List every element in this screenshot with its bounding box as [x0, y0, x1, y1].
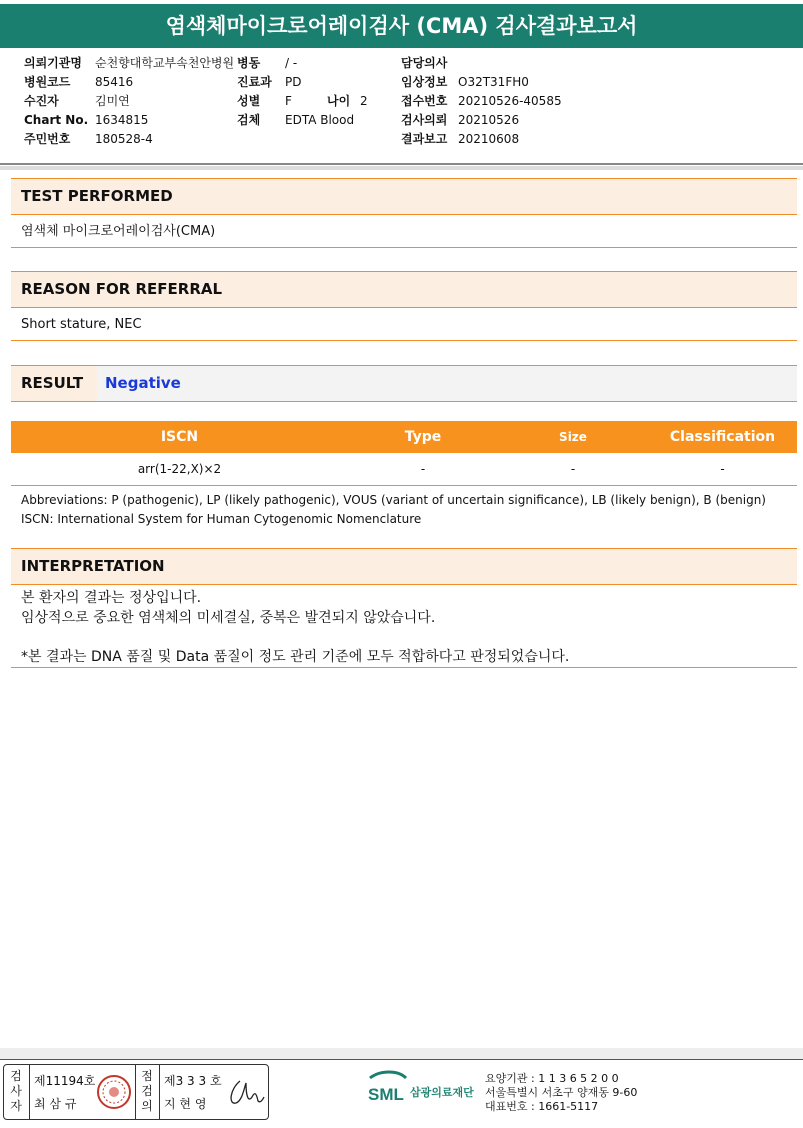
inspector-name: 최 삼 규 — [34, 1097, 77, 1111]
signature-icon — [226, 1075, 266, 1111]
abbreviation-line: Abbreviations: P (pathogenic), LP (likely pathogenic), VOUS (variant of uncertain significance), LB (likely benign), B (benign) — [21, 493, 766, 507]
address-line: 서울특별시 서초구 양재동 9-60 — [485, 1086, 638, 1099]
report-title: 염색체마이크로어레이검사 (CMA) 검사결과보고서 — [0, 4, 803, 48]
reason-heading: REASON FOR REFERRAL — [11, 271, 797, 308]
header-size: Size — [498, 421, 648, 453]
info-value: 20210526 — [458, 113, 520, 127]
cell-size: - — [498, 453, 648, 485]
info-label: 주민번호 — [24, 132, 71, 146]
age-label: 나이 — [327, 94, 351, 108]
reviewer-label: 점검의 — [141, 1069, 153, 1113]
organization-address — [485, 1072, 637, 1114]
info-row — [24, 54, 234, 73]
info-row — [24, 92, 234, 111]
info-value: / - — [285, 56, 298, 70]
info-row — [401, 54, 562, 73]
info-column-patient — [24, 54, 234, 149]
header-type: Type — [348, 421, 498, 453]
info-value: 85416 — [95, 75, 134, 89]
info-label: 검사의뢰 — [401, 113, 448, 127]
info-value: EDTA Blood — [285, 113, 355, 127]
interpretation-bottom-line — [11, 667, 797, 668]
info-label: 병동 — [237, 56, 261, 70]
sign-divider — [159, 1065, 160, 1119]
inspector-label: 검사자 — [10, 1069, 22, 1113]
interpretation-text — [21, 588, 569, 667]
info-label: 담당의사 — [401, 56, 448, 70]
info-label: 수진자 — [24, 94, 59, 108]
cell-type: - — [348, 453, 498, 485]
info-value: 180528-4 — [95, 132, 153, 146]
footer-divider — [0, 1059, 803, 1060]
test-performed-heading: TEST PERFORMED — [11, 178, 797, 215]
inspector-number: 제11194호 — [34, 1074, 96, 1088]
header-divider — [0, 163, 803, 165]
age-value: 2 — [360, 94, 368, 108]
info-value: 순천향대학교부속천안병원 — [95, 56, 235, 70]
info-value: 20210608 — [458, 132, 520, 146]
info-label: 검체 — [237, 113, 261, 127]
info-label: 의뢰기관명 — [24, 56, 82, 70]
info-row — [401, 130, 562, 149]
address-line: 요양기관 : 1 1 3 6 5 2 0 0 — [485, 1072, 619, 1085]
result-table — [11, 421, 797, 486]
info-value: PD — [285, 75, 302, 89]
info-label: 임상정보 — [401, 75, 448, 89]
reviewer-number: 제3 3 3 호 — [164, 1074, 222, 1088]
interpretation-note: *본 결과는 DNA 품질 및 Data 품질이 정도 관리 기준에 모두 적합하다고 판정되었습니다. — [21, 649, 570, 665]
reason-text: Short stature, NEC — [11, 308, 797, 341]
info-row — [24, 111, 234, 130]
interpretation-line: 본 환자의 결과는 정상입니다. — [21, 590, 202, 606]
info-label: 병원코드 — [24, 75, 71, 89]
interpretation-line: 임상적으로 중요한 염색체의 미세결실, 중복은 발견되지 않았습니다. — [21, 610, 436, 626]
organization-name: 삼광의료재단 — [410, 1086, 474, 1099]
info-row — [401, 111, 562, 130]
logo-text: SML — [368, 1085, 404, 1104]
table-header-row — [11, 421, 797, 453]
cell-iscn: arr(1-22,X)×2 — [11, 453, 348, 485]
sml-logo-icon — [366, 1070, 410, 1110]
seal-stamp-icon — [96, 1074, 132, 1110]
info-row — [237, 111, 354, 130]
info-column-clinical — [401, 54, 562, 149]
info-value: F — [285, 94, 292, 108]
info-label: 진료과 — [237, 75, 272, 89]
cell-classification: - — [648, 453, 797, 485]
info-value: 20210526-40585 — [458, 94, 562, 108]
info-label: 성별 — [237, 94, 261, 108]
info-row — [237, 54, 354, 73]
abbreviations — [21, 491, 766, 529]
header-iscn: ISCN — [11, 421, 348, 453]
signature-box — [3, 1064, 269, 1120]
info-label: 접수번호 — [401, 94, 448, 108]
reviewer-name: 지 현 영 — [164, 1097, 207, 1111]
info-value: 1634815 — [95, 113, 149, 127]
interpretation-heading: INTERPRETATION — [11, 548, 797, 585]
info-value: 김미연 — [95, 94, 130, 108]
info-row — [24, 73, 234, 92]
abbreviation-line: ISCN: International System for Human Cytogenomic Nomenclature — [21, 512, 422, 526]
info-label: 결과보고 — [401, 132, 448, 146]
info-row — [24, 130, 234, 149]
info-row — [401, 92, 562, 111]
test-performed-text: 염색체 마이크로어레이검사(CMA) — [11, 215, 797, 248]
info-label: Chart No. — [24, 113, 89, 127]
result-heading: RESULT — [11, 365, 97, 402]
sign-divider — [29, 1065, 30, 1119]
info-row — [401, 73, 562, 92]
table-row — [11, 453, 797, 485]
header-classification: Classification — [648, 421, 797, 453]
header-divider-shadow — [0, 166, 803, 170]
sign-divider — [135, 1065, 136, 1119]
info-row — [237, 73, 354, 92]
info-value: O32T31FH0 — [458, 75, 529, 89]
result-value: Negative — [97, 365, 797, 402]
address-line: 대표번호 : 1661-5117 — [485, 1100, 599, 1113]
